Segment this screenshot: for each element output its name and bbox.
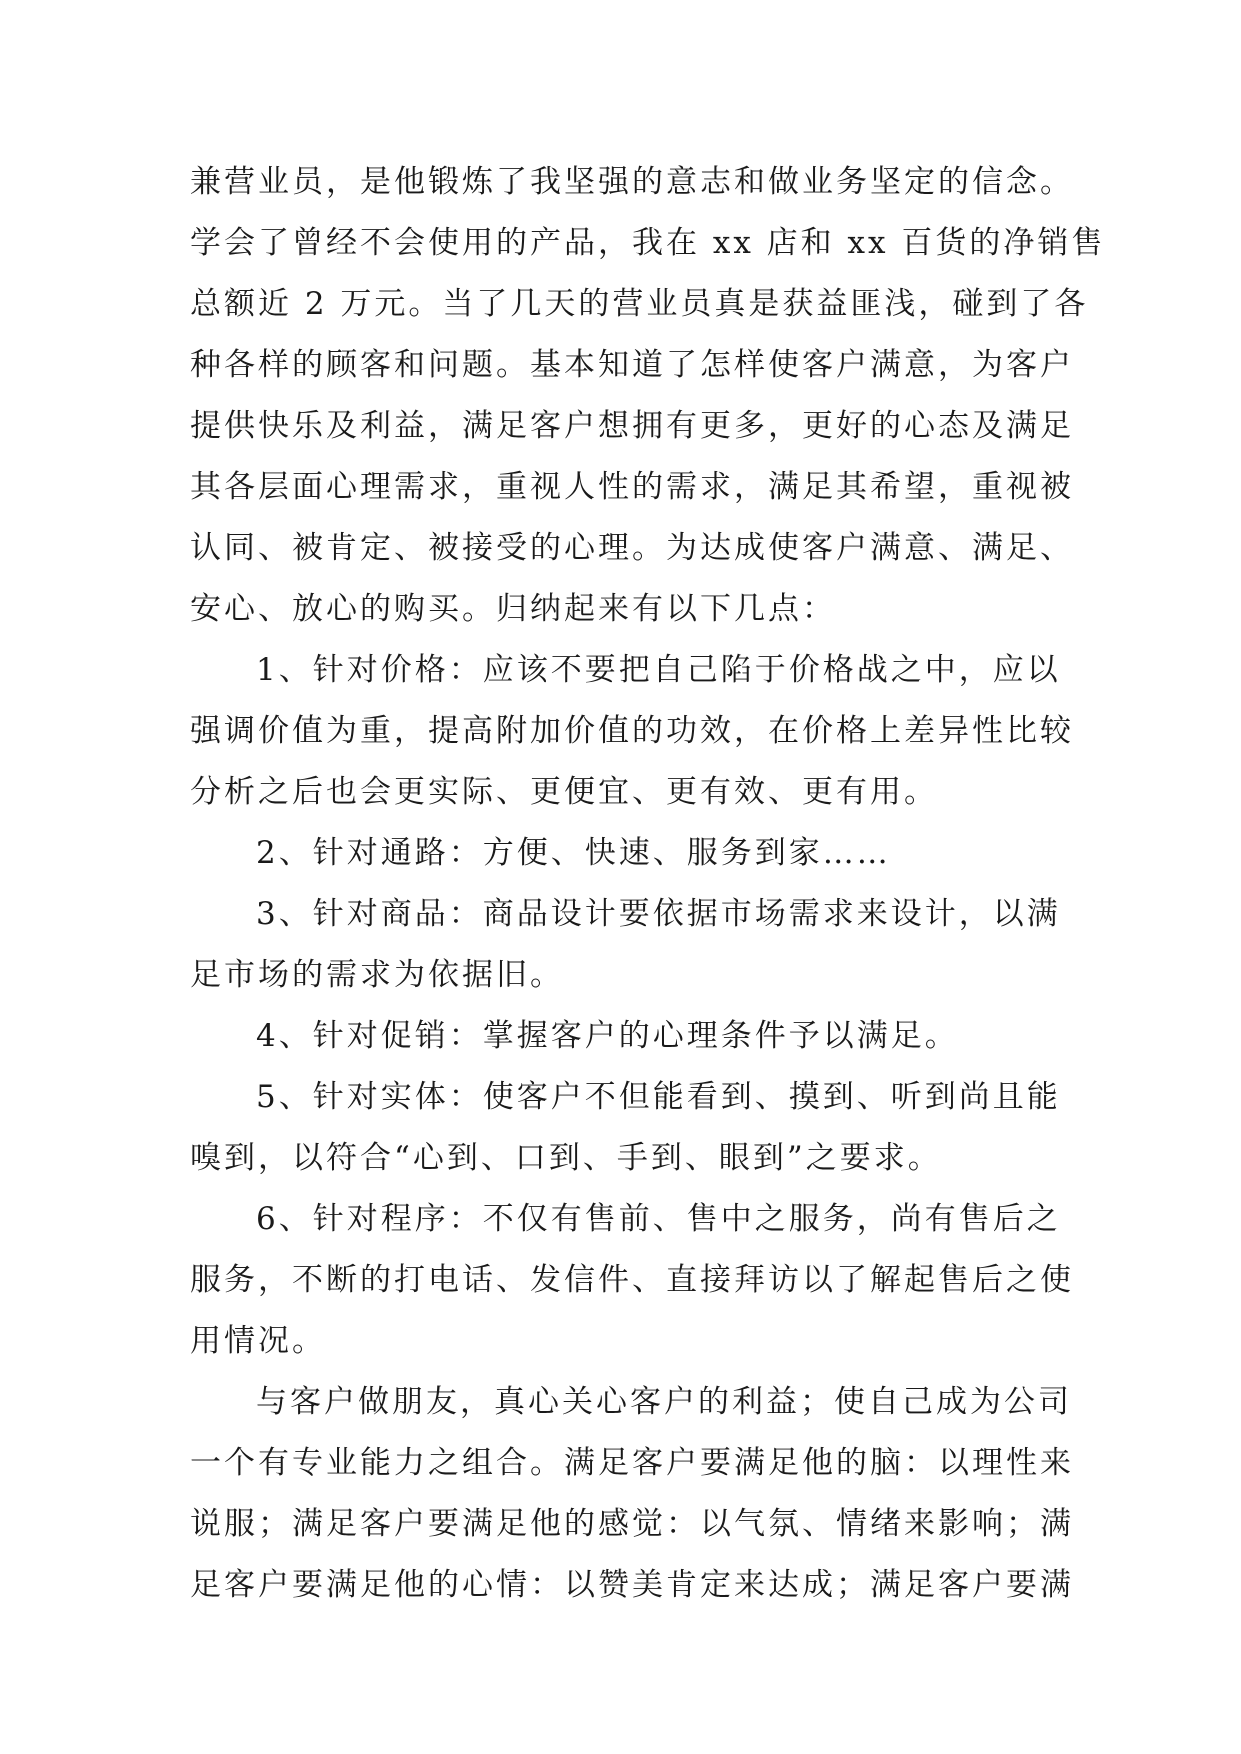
text-line: 认同、被肯定、被接受的心理。为达成使客户满意、满足、: [190, 530, 1074, 566]
text-line: 服务，不断的打电话、发信件、直接拜访以了解起售后之使: [190, 1262, 1074, 1298]
text-line: 安心、放心的购买。归纳起来有以下几点：: [190, 591, 836, 627]
text-line: 学会了曾经不会使用的产品，我在 xx 店和 xx 百货的净销售: [190, 225, 1106, 261]
text-line: 总额近 2 万元。当了几天的营业员真是获益匪浅，碰到了各: [190, 286, 1089, 322]
paragraph-first-line: 4、针对促销：掌握客户的心理条件予以满足。: [256, 1018, 959, 1054]
text-line: 一个有专业能力之组合。满足客户要满足他的脑：以理性来: [190, 1445, 1074, 1481]
text-line: 分析之后也会更实际、更便宜、更有效、更有用。: [190, 774, 938, 810]
document-body: [190, 152, 1106, 1616]
paragraph-first-line: 1、针对价格：应该不要把自己陷于价格战之中，应以: [256, 652, 1061, 688]
text-line: 兼营业员，是他锻炼了我坚强的意志和做业务坚定的信念。: [190, 164, 1074, 200]
paragraph-first-line: 6、针对程序：不仅有售前、售中之服务，尚有售后之: [256, 1201, 1061, 1237]
text-line: 说服；满足客户要满足他的感觉：以气氛、情绪来影响；满: [190, 1506, 1074, 1542]
paragraph-first-line: 3、针对商品：商品设计要依据市场需求来设计，以满: [256, 896, 1061, 932]
text-line: 嗅到，以符合“心到、口到、手到、眼到”之要求。: [190, 1140, 942, 1176]
paragraph-first-line: 2、针对通路：方便、快速、服务到家……: [256, 835, 891, 871]
paragraph-first-line: 与客户做朋友，真心关心客户的利益；使自己成为公司: [256, 1384, 1072, 1420]
text-line: 种各样的顾客和问题。基本知道了怎样使客户满意，为客户: [190, 347, 1074, 383]
text-line: 强调价值为重，提高附加价值的功效，在价格上差异性比较: [190, 713, 1074, 749]
text-line: 其各层面心理需求，重视人性的需求，满足其希望，重视被: [190, 469, 1074, 505]
text-line: 提供快乐及利益，满足客户想拥有更多，更好的心态及满足: [190, 408, 1074, 444]
paragraph-first-line: 5、针对实体：使客户不但能看到、摸到、听到尚且能: [256, 1079, 1061, 1115]
text-line: 足客户要满足他的心情：以赞美肯定来达成；满足客户要满: [190, 1567, 1074, 1603]
text-line: 用情况。: [190, 1323, 326, 1359]
text-line: 足市场的需求为依据旧。: [190, 957, 564, 993]
